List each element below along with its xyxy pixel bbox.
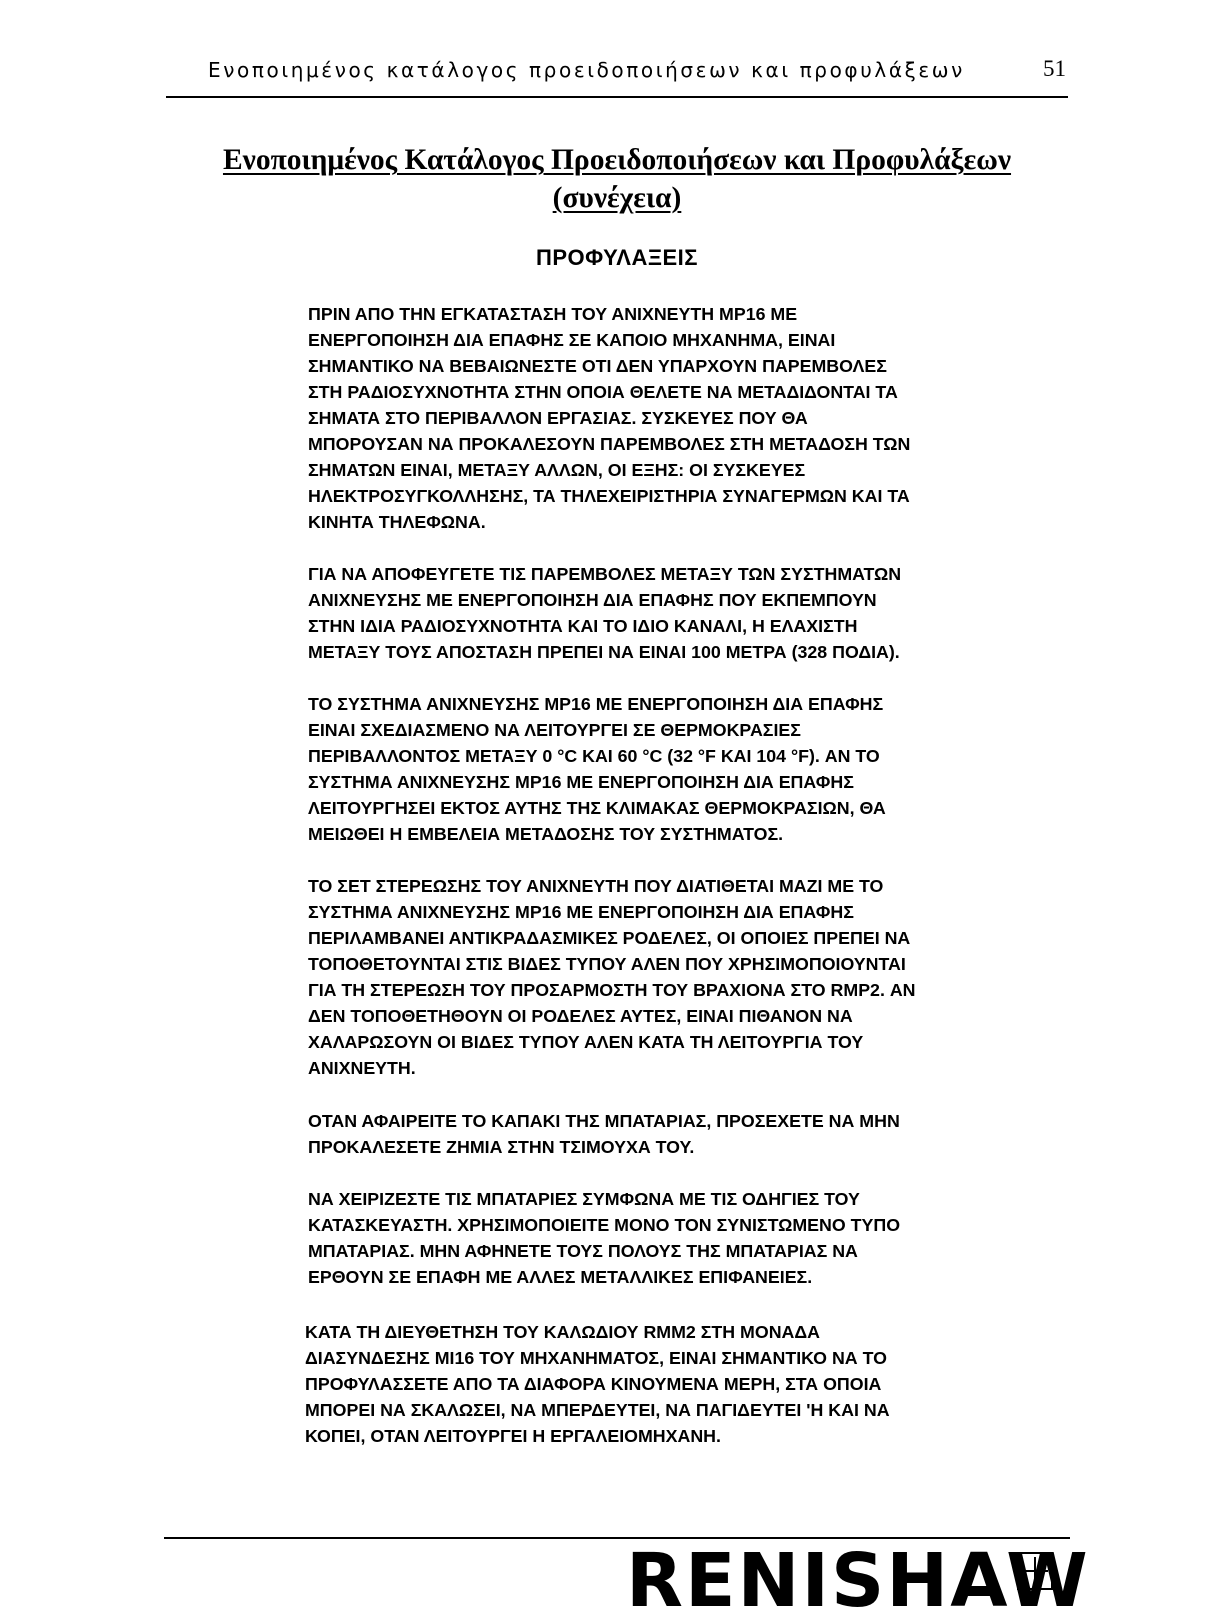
text-line: ΟΤΑΝ ΑΦΑΙΡΕΙΤΕ ΤΟ ΚΑΠΑΚΙ ΤΗΣ ΜΠΑΤΑΡΙΑΣ, ΠΡΟΣΕΧΕΤΕ ΝΑ ΜΗΝ — [308, 1111, 900, 1131]
text-line: ΤΟ ΣΕΤ ΣΤΕΡΕΩΣΗΣ ΤΟΥ ΑΝΙΧΝΕΥΤΗ ΠΟΥ ΔΙΑΤΙΘΕΤΑΙ ΜΑΖΙ ΜΕ ΤΟ — [308, 876, 884, 896]
text-line: ΣΗΜΑΝΤΙΚΟ ΝΑ ΒΕΒΑΙΩΝΕΣΤΕ ΟΤΙ ΔΕΝ ΥΠΑΡΧΟΥΝ ΠΑΡΕΜΒΟΛΕΣ — [308, 356, 887, 376]
text-line: ΠΡΙΝ ΑΠΟ ΤΗΝ ΕΓΚΑΤΑΣΤΑΣΗ ΤΟΥ ΑΝΙΧΝΕΥΤΗ MP16 ΜΕ — [308, 304, 798, 324]
text-line: ΣΤΗ ΡΑΔΙΟΣΥΧΝΟΤΗΤΑ ΣΤΗΝ ΟΠΟΙΑ ΘΕΛΕΤΕ ΝΑ ΜΕΤΑΔΙΔΟΝΤΑΙ ΤΑ — [308, 382, 898, 402]
logo-text: RENISHAW — [626, 1538, 1090, 1624]
text-line: ΤΟΠΟΘΕΤΟΥΝΤΑΙ ΣΤΙΣ ΒΙΔΕΣ ΤΥΠΟΥ ΑΛΕΝ ΠΟΥ ΧΡΗΣΙΜΟΠΟΙΟΥΝΤΑΙ — [308, 954, 906, 974]
text-line: ΑΝΙΧΝΕΥΣΗΣ ΜΕ ΕΝΕΡΓΟΠΟΙΗΣΗ ΔΙΑ ΕΠΑΦΗΣ ΠΟΥ ΕΚΠΕΜΠΟΥΝ — [308, 590, 877, 610]
text-line: ΧΑΛΑΡΩΣΟΥΝ ΟΙ ΒΙΔΕΣ ΤΥΠΟΥ ΑΛΕΝ ΚΑΤΑ ΤΗ ΛΕΙΤΟΥΡΓΙΑ ΤΟΥ — [308, 1032, 864, 1052]
text-line: ΛΕΙΤΟΥΡΓΗΣΕΙ ΕΚΤΟΣ ΑΥΤΗΣ ΤΗΣ ΚΛΙΜΑΚΑΣ ΘΕΡΜΟΚΡΑΣΙΩΝ, ΘΑ — [308, 798, 886, 818]
text-line: ΣΤΗΝ ΙΔΙΑ ΡΑΔΙΟΣΥΧΝΟΤΗΤΑ ΚΑΙ ΤΟ ΙΔΙΟ ΚΑΝΑΛΙ, Η ΕΛΑΧΙΣΤΗ — [308, 616, 858, 636]
text-line: ΔΕΝ ΤΟΠΟΘΕΤΗΘΟΥΝ ΟΙ ΡΟΔΕΛΕΣ ΑΥΤΕΣ, ΕΙΝΑΙ ΠΙΘΑΝΟΝ ΝΑ — [308, 1006, 853, 1026]
renishaw-logo — [626, 1538, 1090, 1624]
text-line: ΕΝΕΡΓΟΠΟΙΗΣΗ ΔΙΑ ΕΠΑΦΗΣ ΣΕ ΚΑΠΟΙΟ ΜΗΧΑΝΗΜΑ, ΕΙΝΑΙ — [308, 330, 836, 350]
running-title: Ενοποιημένος κατάλογος προειδοποιήσεων και προφυλάξεων — [208, 58, 965, 82]
text-line: ΗΛΕΚΤΡΟΣΥΓΚΟΛΛΗΣΗΣ, ΤΑ ΤΗΛΕΧΕΙΡΙΣΤΗΡΙΑ ΣΥΝΑΓΕΡΜΩΝ ΚΑΙ ΤΑ — [308, 486, 910, 506]
text-line: ΣΥΣΤΗΜΑ ΑΝΙΧΝΕΥΣΗΣ MP16 ΜΕ ΕΝΕΡΓΟΠΟΙΗΣΗ ΔΙΑ ΕΠΑΦΗΣ — [308, 902, 854, 922]
text-line: ΠΕΡΙΒΑΛΛΟΝΤΟΣ ΜΕΤΑΞΥ 0 °C ΚΑΙ 60 °C (32 °F ΚΑΙ 104 °F). ΑΝ ΤΟ — [308, 746, 880, 766]
text-line: ΚΑΤΑΣΚΕΥΑΣΤΗ. ΧΡΗΣΙΜΟΠΟΙΕΙΤΕ ΜΟΝΟ ΤΟΝ ΣΥΝΙΣΤΩΜΕΝΟ ΤΥΠΟ — [308, 1215, 901, 1235]
text-line: ΓΙΑ ΝΑ ΑΠΟΦΕΥΓΕΤΕ ΤΙΣ ΠΑΡΕΜΒΟΛΕΣ ΜΕΤΑΞΥ ΤΩΝ ΣΥΣΤΗΜΑΤΩΝ — [308, 564, 902, 584]
text-line: ΠΡΟΚΑΛΕΣΕΤΕ ΖΗΜΙΑ ΣΤΗΝ ΤΣΙΜΟΥΧΑ ΤΟΥ. — [308, 1137, 695, 1157]
page-title-line-1: Ενοποιημένος Κατάλογος Προειδοποιήσεων και Προφυλάξεων — [222, 144, 1012, 176]
text-line: ΣΗΜΑΤΩΝ ΕΙΝΑΙ, ΜΕΤΑΞΥ ΑΛΛΩΝ, ΟΙ ΕΞΗΣ: ΟΙ ΣΥΣΚΕΥΕΣ — [308, 460, 806, 480]
page-title — [150, 141, 1084, 217]
text-line: ΜΠΑΤΑΡΙΑΣ. ΜΗΝ ΑΦΗΝΕΤΕ ΤΟΥΣ ΠΟΛΟΥΣ ΤΗΣ ΜΠΑΤΑΡΙΑΣ ΝΑ — [308, 1241, 858, 1261]
renishaw-mark-icon — [1016, 1551, 1054, 1591]
page-title-line-2: (συνέχεια) — [552, 182, 682, 214]
text-line: ΜΕΙΩΘΕΙ Η ΕΜΒΕΛΕΙΑ ΜΕΤΑΔΟΣΗΣ ΤΟΥ ΣΥΣΤΗΜΑΤΟΣ. — [308, 824, 784, 844]
text-line: ΕΡΘΟΥΝ ΣΕ ΕΠΑΦΗ ΜΕ ΑΛΛΕΣ ΜΕΤΑΛΛΙΚΕΣ ΕΠΙΦΑΝΕΙΕΣ. — [308, 1267, 813, 1287]
paragraph — [305, 1319, 1065, 1449]
text-line: ΚΟΠΕΙ, ΟΤΑΝ ΛΕΙΤΟΥΡΓΕΙ Η ΕΡΓΑΛΕΙΟΜΗΧΑΝΗ. — [305, 1426, 721, 1446]
text-line: ΤΟ ΣΥΣΤΗΜΑ ΑΝΙΧΝΕΥΣΗΣ MP16 ΜΕ ΕΝΕΡΓΟΠΟΙΗΣΗ ΔΙΑ ΕΠΑΦΗΣ — [308, 694, 884, 714]
text-line: ΓΙΑ ΤΗ ΣΤΕΡΕΩΣΗ ΤΟΥ ΠΡΟΣΑΡΜΟΣΤΗ ΤΟΥ ΒΡΑΧΙΟΝΑ ΣΤΟ RMP2. ΑΝ — [308, 980, 916, 1000]
section-heading: ΠΡΟΦΥΛΑΞΕΙΣ — [535, 245, 698, 270]
text-line: ΠΡΟΦΥΛΑΣΣΕΤΕ ΑΠΟ ΤΑ ΔΙΑΦΟΡΑ ΚΙΝΟΥΜΕΝΑ ΜΕΡΗ, ΣΤΑ ΟΠΟΙΑ — [305, 1374, 882, 1394]
text-line: ΔΙΑΣΥΝΔΕΣΗΣ MI16 ΤΟΥ ΜΗΧΑΝΗΜΑΤΟΣ, ΕΙΝΑΙ ΣΗΜΑΝΤΙΚΟ ΝΑ ΤΟ — [305, 1348, 887, 1368]
text-line: ΝΑ ΧΕΙΡΙΖΕΣΤΕ ΤΙΣ ΜΠΑΤΑΡΙΕΣ ΣΥΜΦΩΝΑ ΜΕ ΤΙΣ ΟΔΗΓΙΕΣ ΤΟΥ — [308, 1189, 860, 1209]
text-line: ΜΠΟΡΟΥΣΑΝ ΝΑ ΠΡΟΚΑΛΕΣΟΥΝ ΠΑΡΕΜΒΟΛΕΣ ΣΤΗ ΜΕΤΑΔΟΣΗ ΤΩΝ — [308, 434, 911, 454]
paragraph — [308, 1186, 1068, 1290]
paragraph — [308, 873, 1068, 1081]
paragraph — [308, 691, 1068, 847]
text-line: ΣΥΣΤΗΜΑ ΑΝΙΧΝΕΥΣΗΣ MP16 ΜΕ ΕΝΕΡΓΟΠΟΙΗΣΗ ΔΙΑ ΕΠΑΦΗΣ — [308, 772, 854, 792]
paragraph — [308, 301, 1068, 535]
text-line: ΕΙΝΑΙ ΣΧΕΔΙΑΣΜΕΝΟ ΝΑ ΛΕΙΤΟΥΡΓΕΙ ΣΕ ΘΕΡΜΟΚΡΑΣΙΕΣ — [308, 720, 801, 740]
text-line: ΚΙΝΗΤΑ ΤΗΛΕΦΩΝΑ. — [308, 512, 486, 532]
text-line: ΜΕΤΑΞΥ ΤΟΥΣ ΑΠΟΣΤΑΣΗ ΠΡΕΠΕΙ ΝΑ ΕΙΝΑΙ 100 ΜΕΤΡΑ (328 ΠΟΔΙΑ). — [308, 642, 900, 662]
text-line: ΣΗΜΑΤΑ ΣΤΟ ΠΕΡΙΒΑΛΛΟΝ ΕΡΓΑΣΙΑΣ. ΣΥΣΚΕΥΕΣ ΠΟΥ ΘΑ — [308, 408, 808, 428]
running-header — [166, 52, 1068, 98]
text-line: ΑΝΙΧΝΕΥΤΗ. — [308, 1058, 416, 1078]
paragraph — [308, 561, 1068, 665]
text-line: ΚΑΤΑ ΤΗ ΔΙΕΥΘΕΤΗΣΗ ΤΟΥ ΚΑΛΩΔΙΟΥ RMM2 ΣΤΗ ΜΟΝΑΔΑ — [305, 1322, 821, 1342]
text-line: ΠΕΡΙΛΑΜΒΑΝΕΙ ΑΝΤΙΚΡΑΔΑΣΜΙΚΕΣ ΡΟΔΕΛΕΣ, ΟΙ ΟΠΟΙΕΣ ΠΡΕΠΕΙ ΝΑ — [308, 928, 911, 948]
text-line: ΜΠΟΡΕΙ ΝΑ ΣΚΑΛΩΣΕΙ, ΝΑ ΜΠΕΡΔΕΥΤΕΙ, ΝΑ ΠΑΓΙΔΕΥΤΕΙ 'Η ΚΑΙ ΝΑ — [305, 1400, 890, 1420]
page-number: 51 — [1043, 56, 1066, 81]
paragraph — [308, 1108, 1068, 1160]
